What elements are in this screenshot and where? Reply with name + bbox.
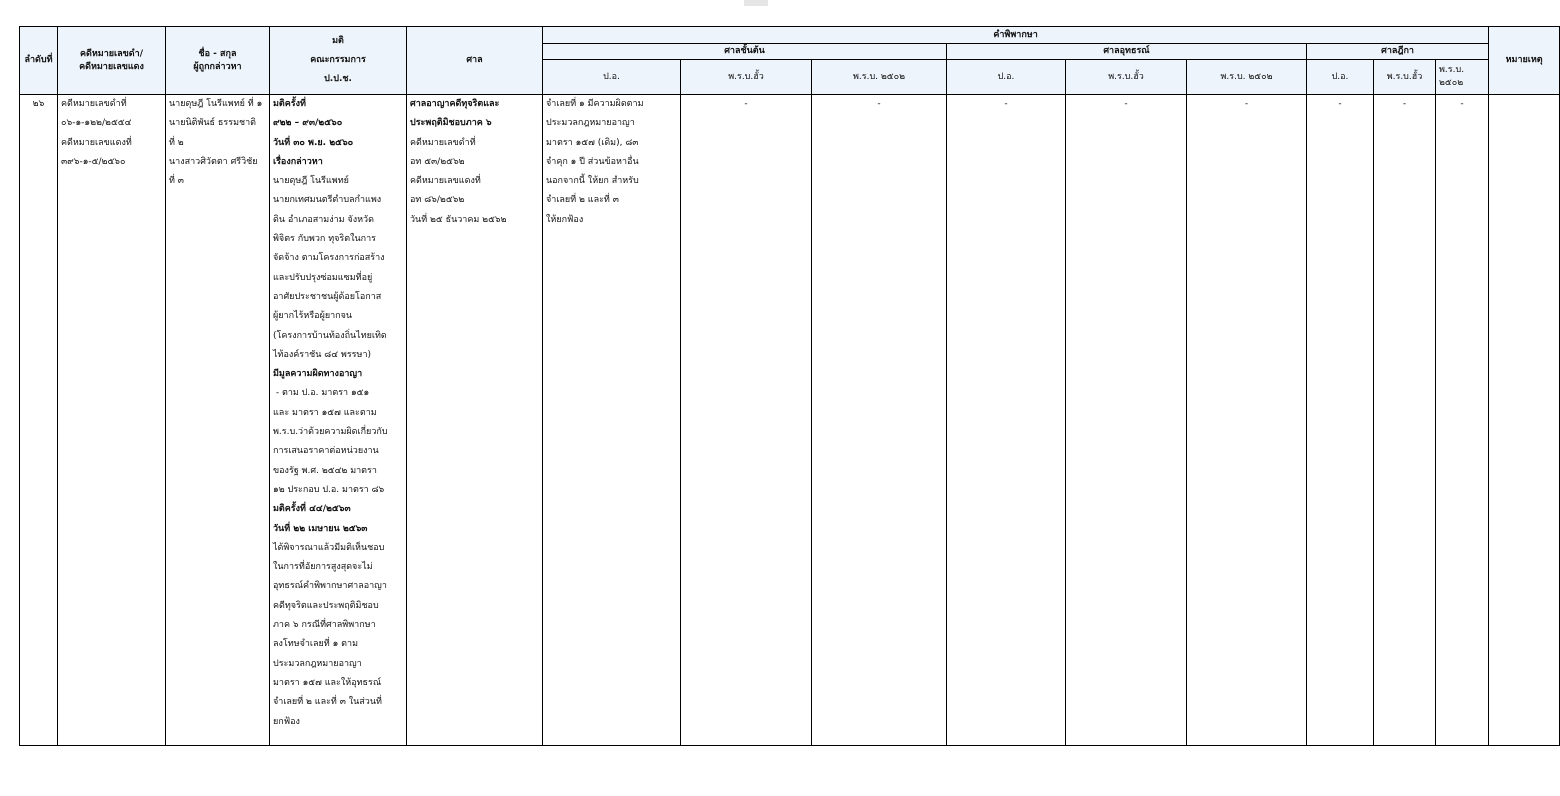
- resolution-title-2: มติครั้งที่ ๔๔/๒๕๖๓: [273, 504, 351, 515]
- subject-line: ดิน อำเภอสามง่าม จังหวัด: [273, 214, 374, 225]
- subject-line: ไท้องค์ราชัน ๘๔ พรรษา): [273, 349, 372, 360]
- resolution-date-2: วันที่ ๒๒ เมษายน ๒๕๖๓: [273, 523, 368, 534]
- page-top-mark: [744, 0, 768, 6]
- court-name-2: ประพฤติมิชอบภาค ๖: [410, 118, 492, 129]
- header-case-no: คดีหมายเลขดำ/ คดีหมายเลขแดง: [58, 27, 166, 95]
- header-appeal-criminal: ป.อ.: [947, 60, 1066, 95]
- judgment-line: จำเลยที่ ๒ และที่ ๓: [546, 195, 619, 206]
- header-name: ชื่อ - สกุล ผู้ถูกกล่าวหา: [166, 27, 270, 95]
- header-appeal-2502: พ.ร.บ. ๒๕๐๒: [1187, 60, 1307, 95]
- finding-line: การเสนอราคาต่อหน่วยงาน: [273, 446, 379, 457]
- judgment-line: ประมวลกฎหมายอาญา: [546, 118, 635, 129]
- cell-appeal-2502: -: [1187, 95, 1307, 746]
- header-court-appeal: ศาลอุทธรณ์: [947, 44, 1307, 60]
- court-line: อท ๘๖/๒๕๖๒: [410, 195, 465, 206]
- header-first-bid: พ.ร.บ.ฮั้ว: [681, 60, 812, 95]
- header-court-first: ศาลชั้นต้น: [543, 44, 947, 60]
- decision-line: ภาค ๖ กรณีที่ศาลพิพากษา: [273, 620, 376, 631]
- decision-line: ได้พิจารณาแล้วมีมติเห็นชอบ: [273, 542, 385, 553]
- judgment-line: ให้ยกฟ้อง: [546, 214, 584, 225]
- finding-line: - ตาม ป.อ. มาตรา ๑๕๑: [273, 388, 370, 399]
- case-line: ๓๙๖-๑-๕/๒๕๖๐: [61, 156, 126, 167]
- header-order: ลำดับที่: [20, 27, 58, 95]
- header-supreme-bid: พ.ร.บ.ฮั้ว: [1374, 60, 1436, 95]
- decision-line: ยกฟ้อง: [273, 716, 300, 727]
- finding-line: ๑๒ ประกอบ ป.อ. มาตรา ๘๖: [273, 484, 385, 495]
- subject-line: นายกเทศมนตรีตำบลกำแพง: [273, 195, 382, 206]
- header-resolution: มติ คณะกรรมการ ป.ป.ช.: [270, 27, 407, 95]
- decision-line: ลงโทษจำเลยที่ ๑ ตาม: [273, 639, 358, 650]
- header-remarks: หมายเหตุ: [1489, 27, 1560, 95]
- cell-first-2502: -: [812, 95, 947, 746]
- cell-supreme-2502: -: [1436, 95, 1489, 746]
- cell-appeal-criminal: -: [947, 95, 1066, 746]
- subject-line: นายดุษฎี โนรีแพทย์: [273, 176, 349, 187]
- cell-order: ๒๖: [20, 95, 58, 746]
- court-line: วันที่ ๒๕ ธันวาคม ๒๕๖๒: [410, 214, 507, 225]
- case-line: ๐๖-๑-๑๒๒/๒๕๕๔: [61, 118, 132, 129]
- header-supreme-criminal: ป.อ.: [1307, 60, 1374, 95]
- cell-resolution: [270, 95, 407, 746]
- header-court-supreme: ศาลฎีกา: [1307, 44, 1489, 60]
- court-name-1: ศาลอาญาคดีทุจริตและ: [410, 99, 500, 109]
- cell-first-bid: -: [681, 95, 812, 746]
- cell-supreme-criminal: -: [1307, 95, 1374, 746]
- case-line: คดีหมายเลขแดงที่: [61, 137, 132, 148]
- decision-line: ในการที่อัยการสูงสุดจะไม่: [273, 562, 373, 573]
- court-line: อท ๕๓/๒๕๖๒: [410, 156, 465, 167]
- name-line: นางสาวศิวัตตา ศรีวิชัย: [169, 156, 258, 167]
- header-supreme-2502: พ.ร.บ. ๒๕๐๒: [1436, 60, 1489, 95]
- judgment-line: นอกจากนี้ ให้ยก สำหรับ: [546, 176, 639, 187]
- name-line: นายนิติพันธ์ ธรรมชาติ: [169, 118, 257, 129]
- subject-line: พิจิตร กับพวก ทุจริตในการ: [273, 234, 376, 245]
- subject-line: จัดจ้าง ตามโครงการก่อสร้าง: [273, 253, 385, 264]
- finding-line: ของรัฐ พ.ศ. ๒๕๔๒ มาตรา: [273, 465, 377, 476]
- resolution-title-1: มติครั้งที่: [273, 99, 306, 109]
- header-judgment: คำพิพากษา: [543, 27, 1489, 44]
- subject-line: ผู้ยากไร้หรือผู้ยากจน: [273, 311, 353, 322]
- header-first-criminal: ป.อ.: [543, 60, 681, 95]
- resolution-number-1: ๙๒๒ – ๙๓/๒๕๖๐: [273, 118, 343, 129]
- name-line: นายดุษฎี โนรีแพทย์ ที่ ๑: [169, 99, 263, 109]
- subject-line: อาศัยประชาชนผู้ด้อยโอกาส: [273, 291, 382, 302]
- finding-line: พ.ร.บ.ว่าด้วยความผิดเกี่ยวกับ: [273, 427, 388, 438]
- resolution-date-1: วันที่ ๓๐ พ.ย. ๒๕๖๐: [273, 137, 354, 148]
- judgment-line: มาตรา ๑๕๗ (เดิม), ๘๓: [546, 137, 639, 148]
- finding-label: มีมูลความผิดทางอาญา: [273, 369, 363, 380]
- cell-name: [166, 95, 270, 746]
- cell-supreme-bid: -: [1374, 95, 1436, 746]
- decision-line: อุทธรณ์คำพิพากษาศาลอาญา: [273, 581, 387, 592]
- subject-line: (โครงการบ้านท้องถิ่นไทยเทิด: [273, 330, 387, 341]
- subject-line: และปรับปรุงซ่อมแซมที่อยู่: [273, 272, 373, 283]
- cell-remarks: [1489, 95, 1560, 746]
- decision-line: จำเลยที่ ๒ และที่ ๓ ในส่วนที่: [273, 697, 382, 708]
- cell-appeal-bid: -: [1066, 95, 1187, 746]
- judgment-line: จำคุก ๑ ปี ส่วนข้อหาอื่น: [546, 156, 639, 167]
- court-line: คดีหมายเลขแดงที่: [410, 176, 481, 187]
- cell-court: [407, 95, 543, 746]
- name-line: ที่ ๒: [169, 137, 184, 148]
- decision-line: มาตรา ๑๕๗ และให้อุทธรณ์: [273, 677, 382, 688]
- case-line: คดีหมายเลขดำที่: [61, 99, 127, 109]
- cell-case-no: [58, 95, 166, 746]
- case-table: [19, 26, 1560, 746]
- table-row: [20, 95, 1560, 746]
- court-line: คดีหมายเลขดำที่: [410, 137, 476, 148]
- judgment-line: จำเลยที่ ๑ มีความผิดตาม: [546, 99, 644, 109]
- decision-line: คดีทุจริตและประพฤติมิชอบ: [273, 600, 379, 611]
- header-first-2502: พ.ร.บ. ๒๕๐๒: [812, 60, 947, 95]
- subject-label: เรื่องกล่าวหา: [273, 156, 323, 167]
- header-appeal-bid: พ.ร.บ.ฮั้ว: [1066, 60, 1187, 95]
- cell-first-criminal: [543, 95, 681, 746]
- decision-line: ประมวลกฎหมายอาญา: [273, 658, 362, 669]
- finding-line: และ มาตรา ๑๕๗ และตาม: [273, 407, 377, 418]
- name-line: ที่ ๓: [169, 176, 184, 187]
- header-court: ศาล: [407, 27, 543, 95]
